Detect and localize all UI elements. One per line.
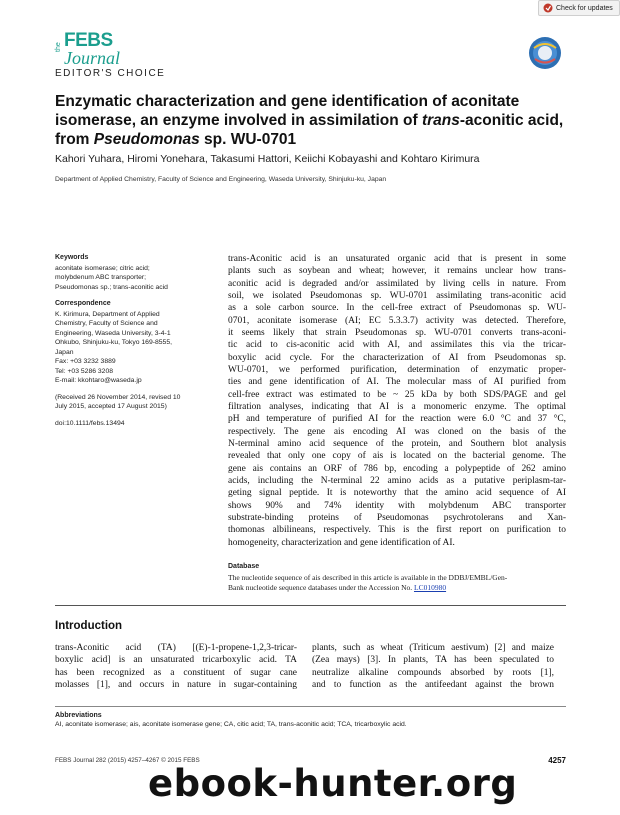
abstract-line: boxylic acid cycle. For the characterization of AI from Pseudomonas sp. [228,352,566,363]
keyword-line: molybdenum ABC transporter; [55,274,147,281]
abstract-line: homogeneity, characterization and gene identification of AI. [228,537,455,548]
febs-emblem-icon [528,36,562,70]
footer-citation: FEBS Journal 282 (2015) 4257–4267 © 2015 FEBS [55,757,200,764]
affiliation: Department of Applied Chemistry, Faculty of Science and Engineering, Waseda University, Shinjuku-ku, Japan [55,176,387,183]
correspondence-line: Tel: +03 5286 3208 [55,367,114,375]
abstract-line: tic acid to cis-aconitic acid with AI, and assimilates this via the tricar- [228,340,566,351]
accession-link[interactable]: LC010980 [413,582,447,592]
keywords-block [55,253,220,292]
abbreviations-text: AI, aconitate isomerase; ais, aconitate isomerase gene; CA, citic acid; TA, trans-aconitic acid; TCA, tricarboxylic acid. [55,721,407,728]
correspondence-line: Fax: +03 3232 3889 [55,358,116,365]
abstract [228,253,566,549]
watermark-text: ebook-hunter.org [148,762,518,805]
database-heading: Database [228,563,260,570]
correspondence-line: Ohkubo, Shinjuku-ku, Tokyo 169-8555, [55,339,173,346]
abbreviations-heading: Abbreviations [55,712,102,719]
abstract-line: as a sole carbon source. In the cell-free extract of Pseudomonas sp. WU- [228,303,566,314]
correspondence-line: K. Kirimura, Department of Applied [55,310,160,318]
check-for-updates-label: Check for updates [556,4,613,12]
abstract-line: pH and temperature of purified AI for the reaction were 6.0 °C and 37 °C, [228,414,566,425]
article-title: Enzymatic characterization and gene identification of aconitate isomerase, an enzyme involved in assimilation of trans-aconitic acid, from Pseudomonas sp. WU-0701 [55,93,564,148]
divider [55,706,566,707]
abstract-line: ties and gene identification of AI. The molecular mass of AI purified from [228,377,566,388]
introduction-line: has been recognized as a constituent of sugar cane [55,667,297,678]
abstract-line: WU-0701, we performed purification, determination of enzymatic proper- [228,364,566,375]
introduction-line: boxylic acid] is an unsaturated tricarboxylic acid. TA [55,655,297,666]
abstract-line: shows 90% and 74% identity with molybdenum ABC transporter [228,500,566,511]
received-block [55,393,220,412]
correspondence-heading: Correspondence [55,300,111,307]
abstract-line: revealed that only one copy of ais is located on the bacterial genome. The [228,451,566,462]
database-text: The nucleotide sequence of ais described in this article is available in the DDBJ/EMBL/Gen- Bank nucleotide sequence databases under the Accession No. LC010980 [228,573,508,592]
introduction-right-column [312,642,554,692]
abstract-line: trans-Aconitic acid is an unsaturated organic acid that is present in some [228,254,566,264]
introduction-left-column [55,642,297,692]
divider [55,605,566,606]
received-line: (Received 26 November 2014, revised 10 [55,393,181,401]
abstract-line: cell-free extract was estimated to be ~ 25 kDa by both SDS/PAGE and gel [228,389,566,400]
abstract-line: aconitic acid is degraded and/or assimilated by living cells in nature. From [228,278,566,289]
abbreviations-block [55,712,566,728]
abstract-line: plants such as soybean and wheat; however, it remains unclear how trans- [228,266,566,277]
journal-logo-journal: Journal [64,48,120,68]
introduction-line: and to function as the antifeedant against the brown [312,680,554,691]
introduction-line: neutralize alkaline compounds absorbed by roots [1], [312,667,554,678]
page-number: 4257 [548,756,566,765]
journal-logo [55,30,135,70]
abstract-line: soil, we isolated Pseudomonas sp. WU-0701 assimilating trans-aconitic acid [228,290,566,301]
check-for-updates-button[interactable] [538,0,620,16]
author-list: Kahori Yuhara, Hiromi Yonehara, Takasumi Hattori, Keiichi Kobayashi and Kohtaro Kirimura [55,153,480,165]
keywords-heading: Keywords [55,254,89,261]
section-label: EDITOR'S CHOICE [55,68,166,79]
abstract-line: respectively. The gene ais encoding AI was cloned on the basis of the [228,426,566,437]
email-link[interactable]: E-mail: kkohtaro@waseda.jp [55,377,142,384]
abstract-line: 0701, aconitate isomerase (AI; EC 5.3.3.7) activity was detected. Therefore, [228,315,566,326]
abstract-line: N-terminal amino acid sequence of the protein, and Southern blot analysis [228,438,566,449]
abstract-line: filtration analyses, indicating that AI is a monomeric enzyme. The optimal [228,401,566,412]
abstract-line: acids, including the N-terminal 22 amino acids as a putative periplasm-tar- [228,475,566,486]
doi-link[interactable]: doi:10.1111/febs.13494 [55,419,125,427]
abstract-line: gene ais contains an ORF of 786 bp, encoding a polypeptide of 262 amino [228,463,566,474]
received-line: July 2015, accepted 17 August 2015) [55,403,167,410]
abstract-line: geting signal peptide. It is noteworthy that the amino acid sequence of AI [228,488,566,499]
correspondence-line: Chemistry, Faculty of Science and [55,320,158,327]
update-icon [543,3,553,13]
sidebar [55,253,220,435]
correspondence-line: Japan [55,348,74,356]
introduction-line: trans-Aconitic acid (TA) [(E)-1-propene-1,2,3-tricar- [55,643,297,653]
database-block [228,563,566,593]
introduction-line: molasses [1], and occurs in nature in sugar-containing [55,680,297,691]
keyword-line: Pseudomonas sp.; trans-aconitic acid [55,283,168,291]
abstract-line: substrate-binding proteins of Pseudomonas psychrotolerans and Xan- [228,512,566,523]
correspondence-line: Engineering, Waseda University, 3-4-1 [55,329,171,337]
introduction-line: (Zea mays) [3]. In plants, TA has been speculated to [312,655,554,666]
journal-logo-febs: FEBS [64,30,113,51]
introduction-heading: Introduction [55,620,123,632]
abstract-line: thomonas albilineans, respectively. This is the first report on purification to [228,525,566,536]
keyword-line: aconitate isomerase; citric acid; [55,264,150,272]
abstract-line: it seems likely that strain Pseudomonas sp. WU-0701 converts trans-aconi- [228,327,566,338]
correspondence-block [55,299,220,386]
journal-logo-the: the [55,42,62,52]
introduction-line: plants, such as wheat (Triticum aestivum) [2] and maize [312,643,554,653]
